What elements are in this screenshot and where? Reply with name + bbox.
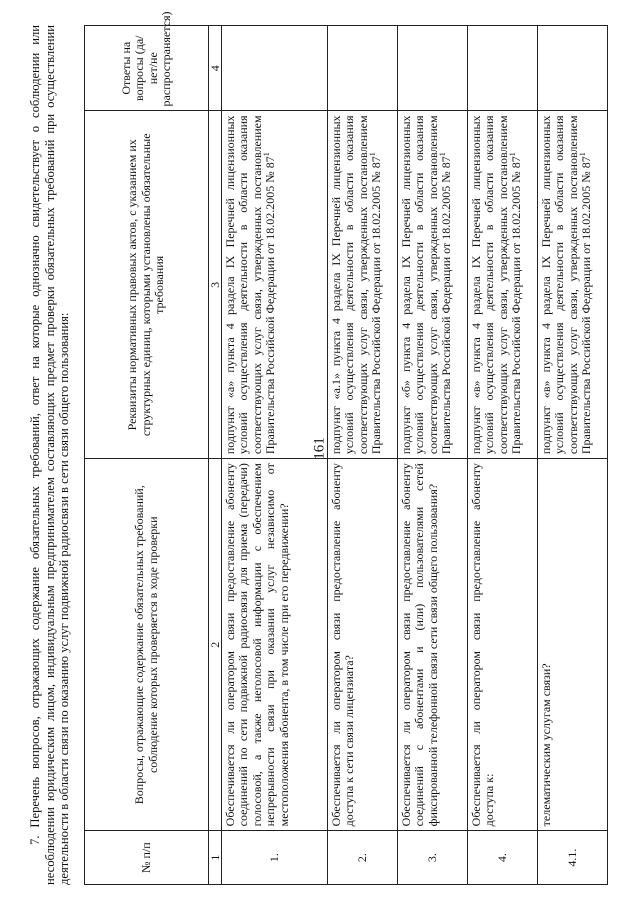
page-number: 161	[311, 437, 328, 460]
intro-text: 7. Перечень вопросов, отражающих содержание обязательных требований, ответ на которые однозначно свидетельствует о соблюдении или несоблюдении юридическим лицом, индивидуальным предпринимателем составляющих предмет проверки обязательных требований при осуществлении деятельности в области связи по оказанию услуг подвижной радиосвязи в сети связи общего пользования:	[28, 25, 72, 885]
header-row	[85, 26, 209, 885]
row-question: Обеспечивается ли оператором связи предоставление абоненту доступа к сети связи лицензиата?	[328, 459, 398, 831]
index-row	[209, 26, 222, 885]
requirements-table	[84, 11, 608, 885]
row-reference: подпункт «в» пункта 4 раздела IX Перечней лицензионных условий осуществления деятельности в области оказания соответствующих услуг связи, утвержденных постановлением Правительства Российской Федерации от 18.02.2005 № $87^1$	[468, 111, 538, 459]
row-answer	[468, 26, 538, 111]
row-question: Обеспечивается ли оператором связи предоставление абоненту доступа к:	[468, 459, 538, 831]
row-answer	[538, 26, 608, 111]
row-reference: подпункт «в» пункта 4 раздела IX Перечней лицензионных условий осуществления деятельности в области оказания соответствующих услуг связи, утвержденных постановлением Правительства Российской Федерации от 18.02.2005 № $87^1$	[538, 111, 608, 459]
row-number: 4.	[468, 831, 538, 885]
row-answer	[328, 26, 398, 111]
row-number: 1.	[222, 831, 328, 885]
row-question: Обеспечивается ли оператором связи предоставление абоненту соединений с абонентами и (или) пользователями сетей фиксированной телефонной связи сети связи общего пользования?	[398, 459, 468, 831]
row-answer	[398, 26, 468, 111]
row-reference: подпункт «а.1» пункта 4 раздела IX Перечней лицензионных условий осуществления деятельности в области оказания соответствующих услуг связи, утвержденных постановлением Правительства Российской Федерации от 18.02.2005 № $87^1$	[328, 111, 398, 459]
row-question: телематическим услугам связи?	[538, 459, 608, 831]
table-row	[468, 26, 538, 885]
row-question: Обеспечивается ли оператором связи предоставление абоненту соединений по сети подвижной радиосвязи для приема (передачи) голосовой, а также неголосовой информации с обеспечением непрерывности связи при оказании услуг независимо от местоположения абонента, в том числе при его передвижении?	[222, 459, 328, 831]
header-num: № п/п	[85, 831, 209, 885]
footnote-mark: 1	[508, 152, 518, 157]
table-row	[222, 26, 328, 885]
index-cell: 4	[209, 26, 222, 111]
row-answer	[222, 26, 328, 111]
row-number: 4.1.	[538, 831, 608, 885]
intro-paragraph	[28, 25, 72, 885]
row-number: 3.	[398, 831, 468, 885]
table-row	[398, 26, 468, 885]
header-reference: Реквизиты нормативных правовых актов, с указанием их структурных единиц, которыми установлены обязательные требования	[85, 111, 209, 459]
row-number: 2.	[328, 831, 398, 885]
header-answer: Ответы на вопросы (да/нет/не распространяется)	[85, 26, 209, 111]
table-row	[328, 26, 398, 885]
index-cell: 3	[209, 111, 222, 459]
rotated-content	[28, 11, 618, 885]
footnote-mark: 1	[578, 152, 588, 157]
index-cell: 2	[209, 459, 222, 831]
footnote-mark: 1	[438, 152, 448, 157]
row-reference: подпункт «а» пункта 4 раздела IX Перечней лицензионных условий осуществления деятельности в области оказания соответствующих услуг связи, утвержденных постановлением Правительства Российской Федерации от 18.02.2005 № $87^1$	[222, 111, 328, 459]
row-reference: подпункт «б» пункта 4 раздела IX Перечней лицензионных условий осуществления деятельности в области оказания соответствующих услуг связи, утвержденных постановлением Правительства Российской Федерации от 18.02.2005 № $87^1$	[398, 111, 468, 459]
footnote-mark: 1	[262, 152, 272, 157]
header-question: Вопросы, отражающие содержание обязательных требований, соблюдение которых проверяется в ходе проверки	[85, 459, 209, 831]
footnote-mark: 1	[368, 152, 378, 157]
table-row	[538, 26, 608, 885]
index-cell: 1	[209, 831, 222, 885]
